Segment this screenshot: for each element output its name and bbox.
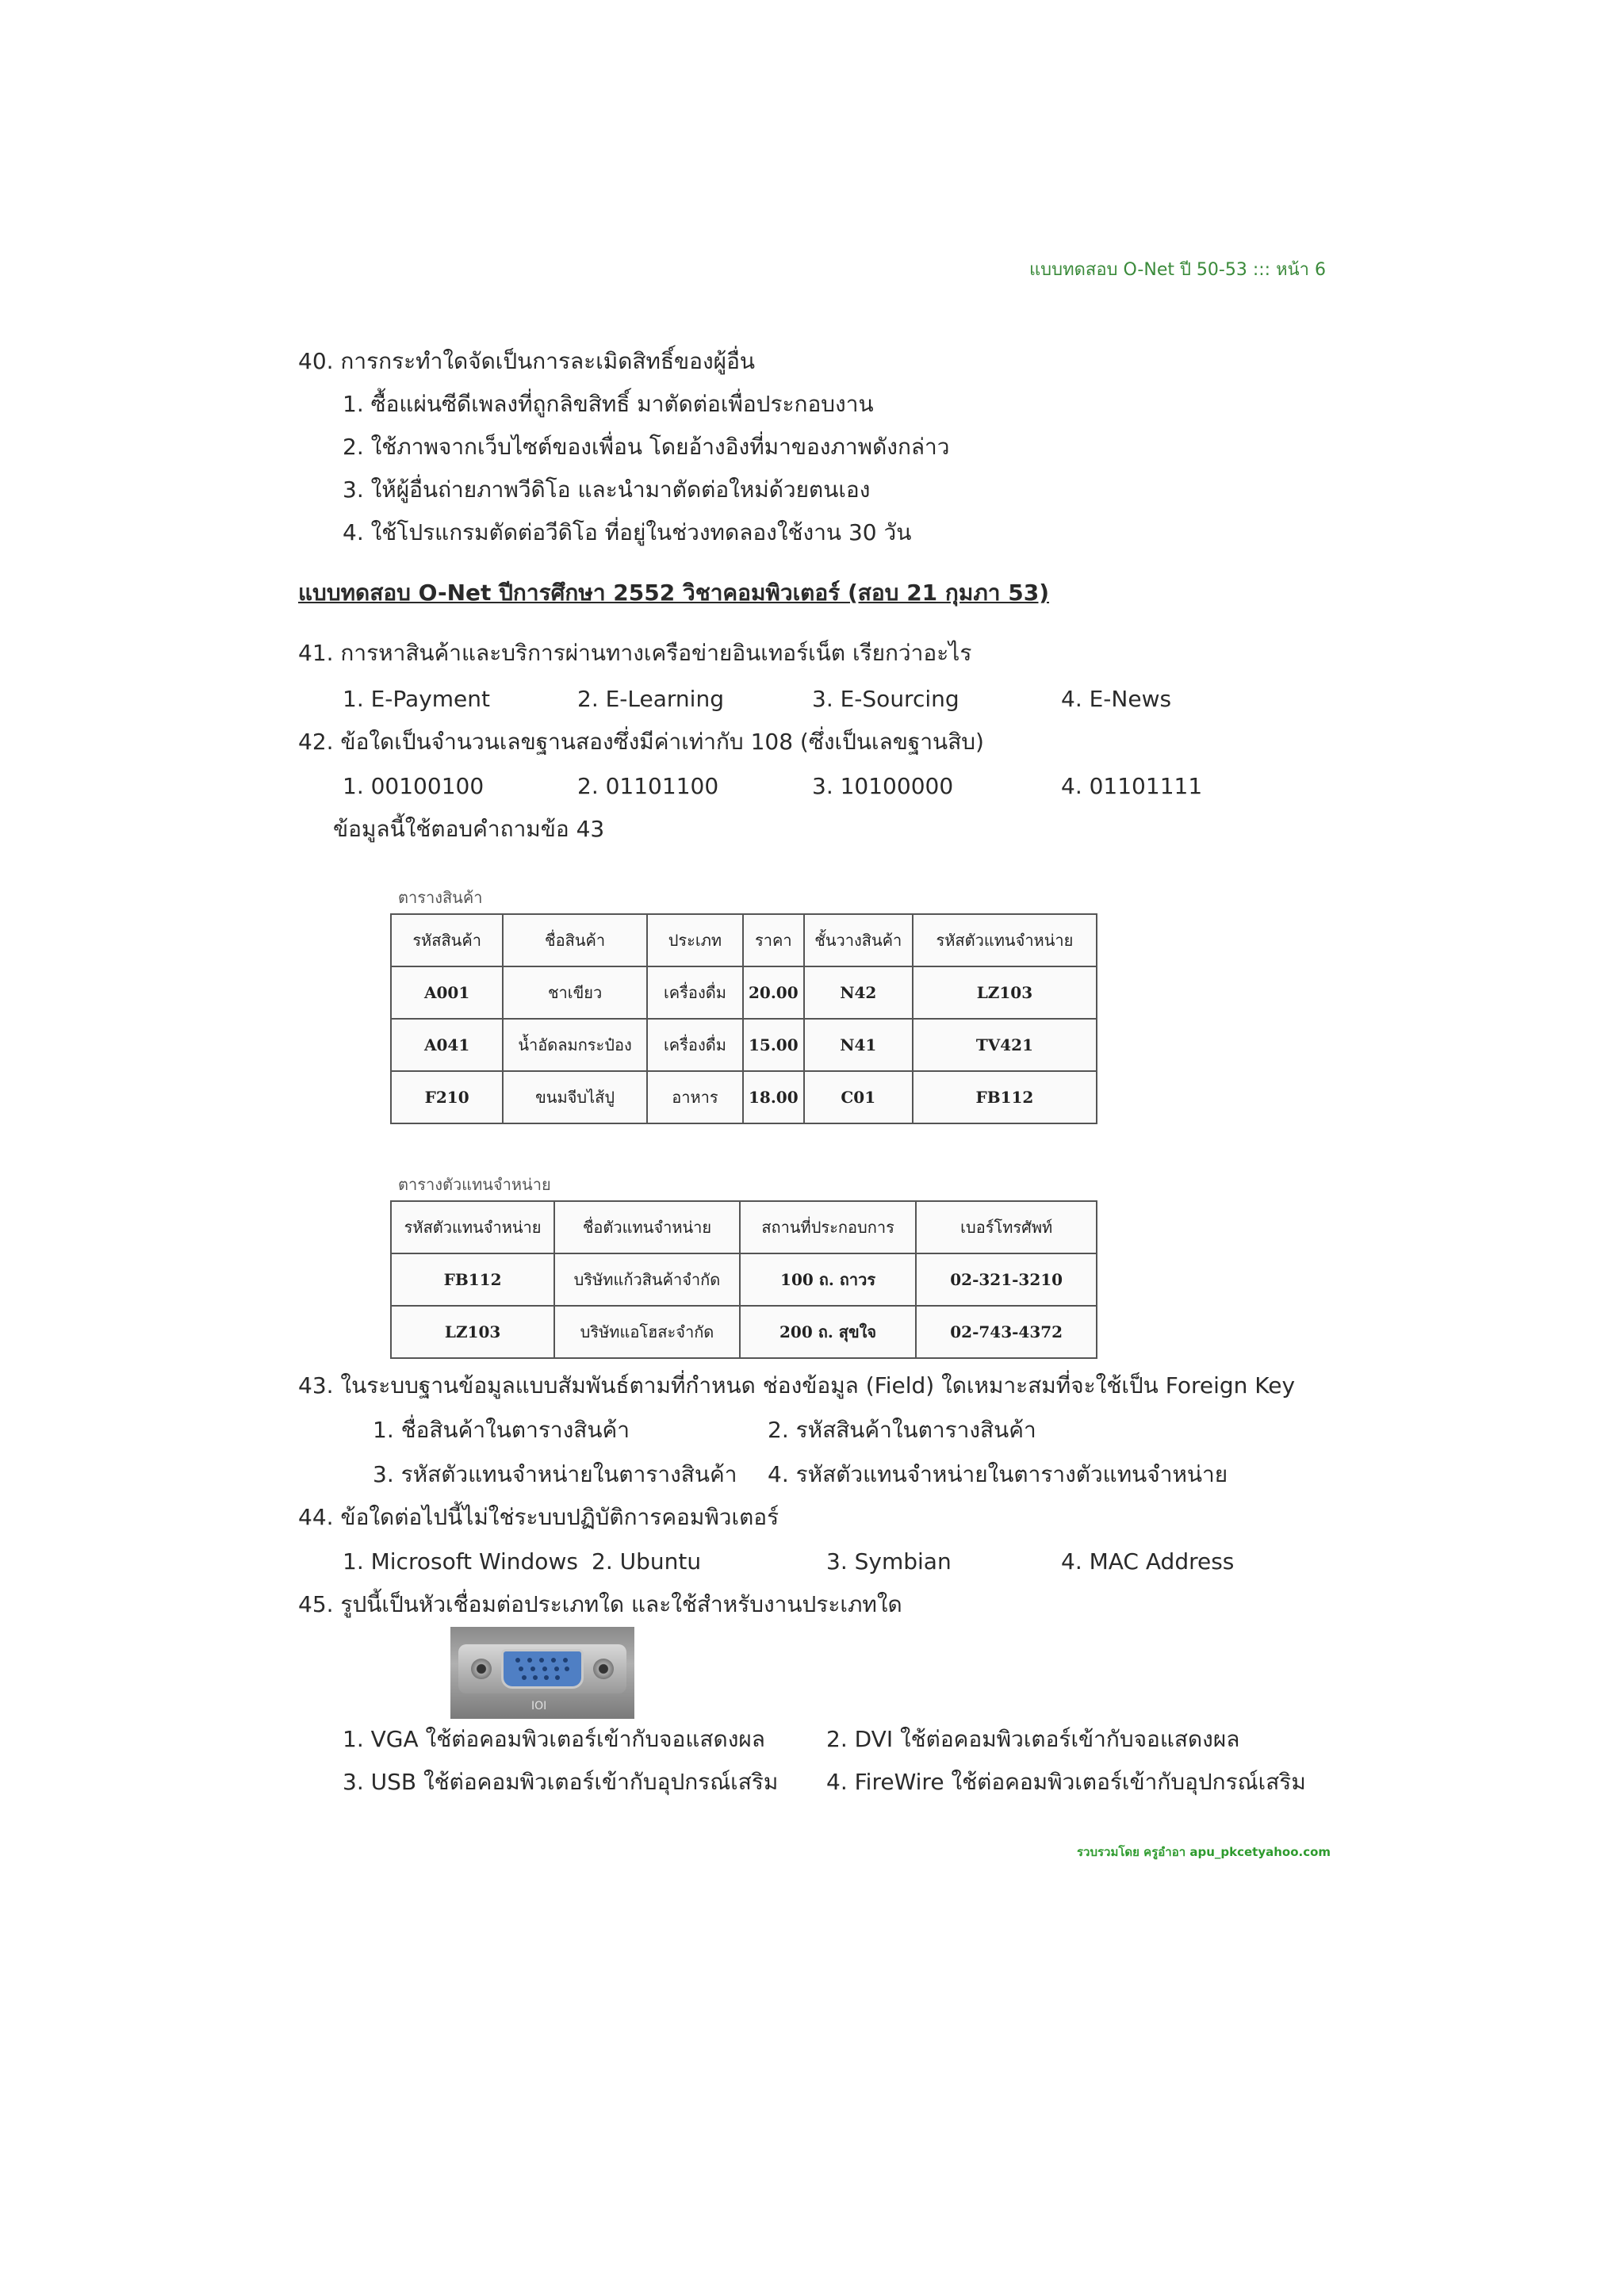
agent-table-caption: ตารางตัวแทนจำหน่าย: [398, 1175, 551, 1194]
table-cell: FB112: [913, 1071, 1097, 1123]
table-row: [391, 1071, 1097, 1123]
table-cell: อาหาร: [647, 1071, 743, 1123]
product-table: [390, 913, 1097, 1124]
table-row: [391, 1306, 1097, 1358]
question-44: 44. ข้อใดต่อไปนี้ไม่ใช่ระบบปฏิบัติการคอมพิวเตอร์: [298, 1504, 779, 1530]
table-cell: N42: [804, 966, 913, 1019]
question-42: 42. ข้อใดเป็นจำนวนเลขฐานสองซึ่งมีค่าเท่ากับ 108 (ซึ่งเป็นเลขฐานสิบ): [298, 729, 984, 755]
section-title: แบบทดสอบ O-Net ปีการศึกษา 2552 วิชาคอมพิวเตอร์ (สอบ 21 กุมภา 53): [298, 580, 1050, 606]
table-cell: 18.00: [743, 1071, 804, 1123]
connector-screw-left: [471, 1659, 492, 1679]
q42-choice-1: 1. 00100100: [343, 773, 485, 799]
port-pins-icon: [504, 1651, 581, 1686]
agent-header-cell: สถานที่ประกอบการ: [740, 1201, 917, 1253]
table-cell: N41: [804, 1019, 913, 1071]
q44-choice-2: 2. Ubuntu: [592, 1548, 702, 1575]
agent-header-cell: รหัสตัวแทนจำหน่าย: [391, 1201, 554, 1253]
footer-credit: รวบรวมโดย ครูอำอา apu_pkcetyahoo.com: [1077, 1845, 1331, 1859]
q42-choice-4: 4. 01101111: [1061, 773, 1203, 799]
q40-choice-1: 1. ซื้อแผ่นซีดีเพลงที่ถูกลิขสิทธิ์ มาตัดต่อเพื่อประกอบงาน: [343, 391, 874, 417]
table-cell: น้ำอัดลมกระป๋อง: [503, 1019, 647, 1071]
table-cell: A041: [391, 1019, 503, 1071]
table-cell: บริษัทแก้วสินค้าจำกัด: [554, 1253, 740, 1306]
table-cell: 02-743-4372: [916, 1306, 1097, 1358]
q41-choice-2: 2. E-Learning: [577, 686, 724, 712]
question-41: 41. การหาสินค้าและบริการผ่านทางเครือข่ายอินเทอร์เน็ต เรียกว่าอะไร: [298, 640, 972, 666]
dsub-port: [501, 1649, 584, 1689]
q43-choice-1: 1. ชื่อสินค้าในตารางสินค้า: [373, 1417, 630, 1443]
table-cell: บริษัทแอโฮสะจำกัด: [554, 1306, 740, 1358]
product-table-header-row: [391, 914, 1097, 966]
agent-table-header-row: [391, 1201, 1097, 1253]
connector-port-label: IOI: [531, 1700, 547, 1712]
q45-choice-4: 4. FireWire ใช้ต่อคอมพิวเตอร์เข้ากับอุปกรณ์เสริม: [826, 1769, 1306, 1795]
product-header-cell: รหัสสินค้า: [391, 914, 503, 966]
q43-choice-2: 2. รหัสสินค้าในตารางสินค้า: [768, 1417, 1036, 1443]
table-cell: เครื่องดื่ม: [647, 1019, 743, 1071]
table-cell: A001: [391, 966, 503, 1019]
table-cell: 100 ถ. ถาวร: [740, 1253, 917, 1306]
product-header-cell: ชื่อสินค้า: [503, 914, 647, 966]
table-row: [391, 966, 1097, 1019]
q40-choice-4: 4. ใช้โปรแกรมตัดต่อวีดิโอ ที่อยู่ในช่วงทดลองใช้งาน 30 วัน: [343, 519, 912, 545]
q40-choice-3: 3. ให้ผู้อื่นถ่ายภาพวีดิโอ และนำมาตัดต่อใหม่ด้วยตนเอง: [343, 476, 871, 503]
connector-screw-right: [593, 1659, 614, 1679]
table-cell: C01: [804, 1071, 913, 1123]
q44-choice-3: 3. Symbian: [826, 1548, 952, 1575]
question-43: 43. ในระบบฐานข้อมูลแบบสัมพันธ์ตามที่กำหนด ช่องข้อมูล (Field) ใดเหมาะสมที่จะใช้เป็น Foreign Key: [298, 1372, 1296, 1399]
table-row: [391, 1253, 1097, 1306]
agent-header-cell: ชื่อตัวแทนจำหน่าย: [554, 1201, 740, 1253]
q44-choice-4: 4. MAC Address: [1061, 1548, 1235, 1575]
table-row: [391, 1019, 1097, 1071]
product-header-cell: รหัสตัวแทนจำหน่าย: [913, 914, 1097, 966]
table-cell: 200 ถ. สุขใจ: [740, 1306, 917, 1358]
table-cell: LZ103: [391, 1306, 554, 1358]
product-table-caption: ตารางสินค้า: [398, 888, 483, 907]
q42-choice-2: 2. 01101100: [577, 773, 719, 799]
table-cell: F210: [391, 1071, 503, 1123]
agent-header-cell: เบอร์โทรศัพท์: [916, 1201, 1097, 1253]
table-cell: 15.00: [743, 1019, 804, 1071]
table-cell: เครื่องดื่ม: [647, 966, 743, 1019]
question-45: 45. รูปนี้เป็นหัวเชื่อมต่อประเภทใด และใช้สำหรับงานประเภทใด: [298, 1591, 902, 1617]
question-40: 40. การกระทำใดจัดเป็นการละเมิดสิทธิ์ของผู้อื่น: [298, 348, 756, 374]
q41-choice-4: 4. E-News: [1061, 686, 1172, 712]
q43-choice-3: 3. รหัสตัวแทนจำหน่ายในตารางสินค้า: [373, 1461, 737, 1487]
table-cell: TV421: [913, 1019, 1097, 1071]
q43-choice-4: 4. รหัสตัวแทนจำหน่ายในตารางตัวแทนจำหน่าย: [768, 1461, 1228, 1487]
table-cell: 20.00: [743, 966, 804, 1019]
product-header-cell: ราคา: [743, 914, 804, 966]
q41-choice-1: 1. E-Payment: [343, 686, 490, 712]
page-header: แบบทดสอบ O-Net ปี 50-53 ::: หน้า 6: [1029, 260, 1326, 280]
table-cell: FB112: [391, 1253, 554, 1306]
table-cell: LZ103: [913, 966, 1097, 1019]
q44-choice-1: 1. Microsoft Windows: [343, 1548, 578, 1575]
q41-choice-3: 3. E-Sourcing: [812, 686, 959, 712]
q42-choice-3: 3. 10100000: [812, 773, 954, 799]
product-header-cell: ชั้นวางสินค้า: [804, 914, 913, 966]
data-note: ข้อมูลนี้ใช้ตอบคำถามข้อ 43: [333, 816, 605, 842]
table-cell: 02-321-3210: [916, 1253, 1097, 1306]
q40-choice-2: 2. ใช้ภาพจากเว็บไซต์ของเพื่อน โดยอ้างอิงที่มาของภาพดังกล่าว: [343, 434, 950, 460]
q45-choice-1: 1. VGA ใช้ต่อคอมพิวเตอร์เข้ากับจอแสดงผล: [343, 1726, 765, 1752]
q45-choice-3: 3. USB ใช้ต่อคอมพิวเตอร์เข้ากับอุปกรณ์เสริม: [343, 1769, 779, 1795]
vga-connector-image: [450, 1627, 634, 1719]
table-cell: ขนมจีบไส้ปู: [503, 1071, 647, 1123]
agent-table: [390, 1200, 1097, 1359]
q45-choice-2: 2. DVI ใช้ต่อคอมพิวเตอร์เข้ากับจอแสดงผล: [826, 1726, 1240, 1752]
table-cell: ชาเขียว: [503, 966, 647, 1019]
product-header-cell: ประเภท: [647, 914, 743, 966]
